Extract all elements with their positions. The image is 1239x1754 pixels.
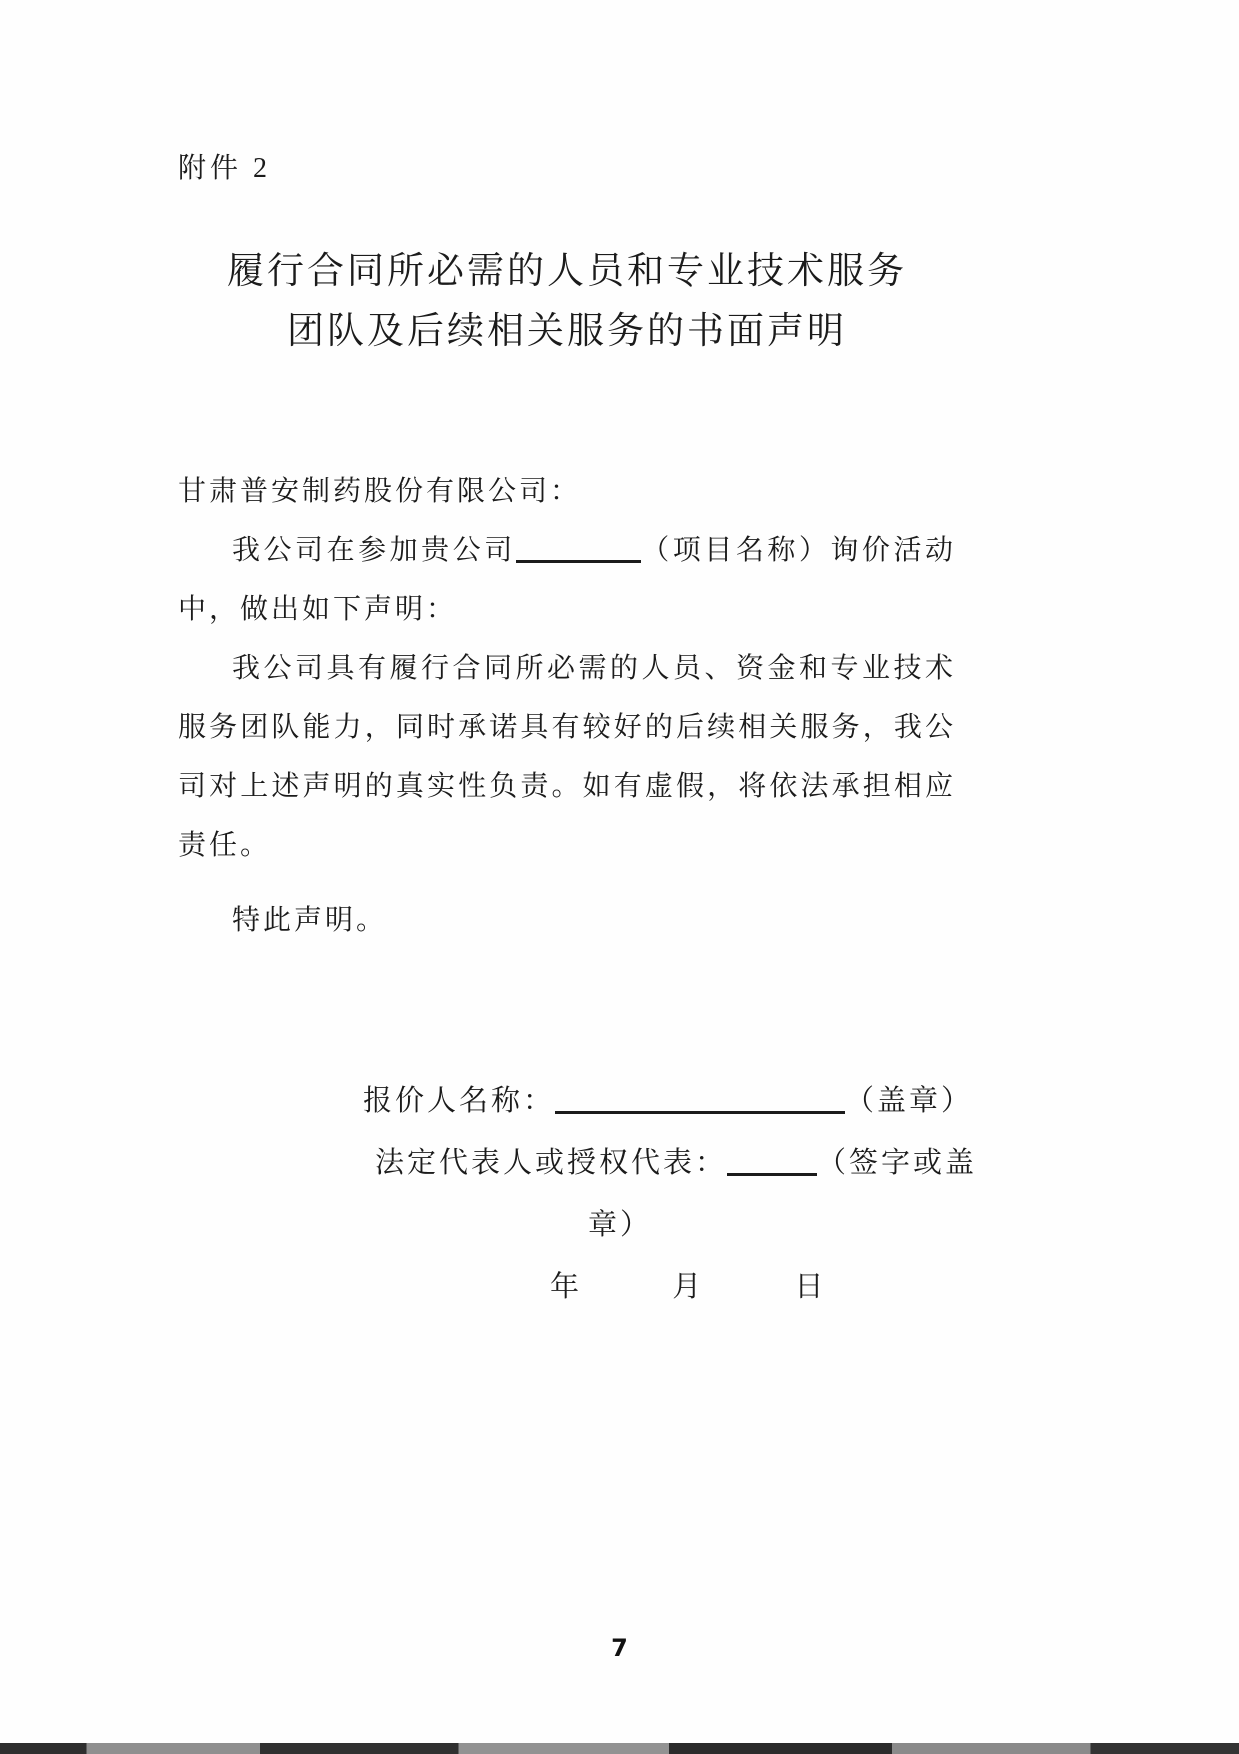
date-line xyxy=(178,1256,998,1318)
sign-or-seal-note-line1: （签字或盖 xyxy=(817,1147,978,1179)
bidder-name-label: 报价人名称： xyxy=(363,1085,556,1117)
sign-or-seal-note-line2: 章） xyxy=(588,1209,653,1241)
document-title-line1: 履行合同所必需的人员和专业技术服务 xyxy=(227,251,907,292)
date-year-label: 年 xyxy=(550,1271,583,1303)
seal-note: （盖章） xyxy=(845,1085,974,1117)
bidder-name-row xyxy=(178,1070,998,1132)
scan-bottom-edge-artifact xyxy=(0,1743,1239,1754)
paragraph-declaration: 我公司具有履行合同所必需的人员、资金和专业技术服务团队能力，同时承诺具有较好的后续相关服务，我公司对上述声明的真实性负责。如有虚假，将依法承担相应责任。 xyxy=(178,653,956,861)
date-day-label: 日 xyxy=(794,1271,827,1303)
salutation-line: 甘肃普安制药股份有限公司： xyxy=(178,476,582,507)
bidder-name-blank xyxy=(555,1109,845,1114)
document-title-line2: 团队及后续相关服务的书面声明 xyxy=(287,311,847,352)
document-body xyxy=(178,462,956,950)
project-name-blank xyxy=(516,558,641,563)
signature-block xyxy=(178,1070,998,1318)
page-number: 7 xyxy=(611,1634,628,1662)
representative-label: 法定代表人或授权代表： xyxy=(375,1147,728,1179)
paragraph-project-suffix: （项目名称）询价活动中，做出如下声明： xyxy=(178,535,956,625)
attachment-label: 附件 2 xyxy=(178,153,272,184)
date-month-label: 月 xyxy=(672,1271,705,1303)
paragraph-project-prefix: 我公司在参加贵公司 xyxy=(232,535,516,566)
paragraph-project xyxy=(178,521,956,639)
document-title xyxy=(178,242,956,362)
representative-blank xyxy=(727,1171,817,1176)
closing-statement: 特此声明。 xyxy=(232,905,388,936)
representative-row xyxy=(178,1132,998,1194)
